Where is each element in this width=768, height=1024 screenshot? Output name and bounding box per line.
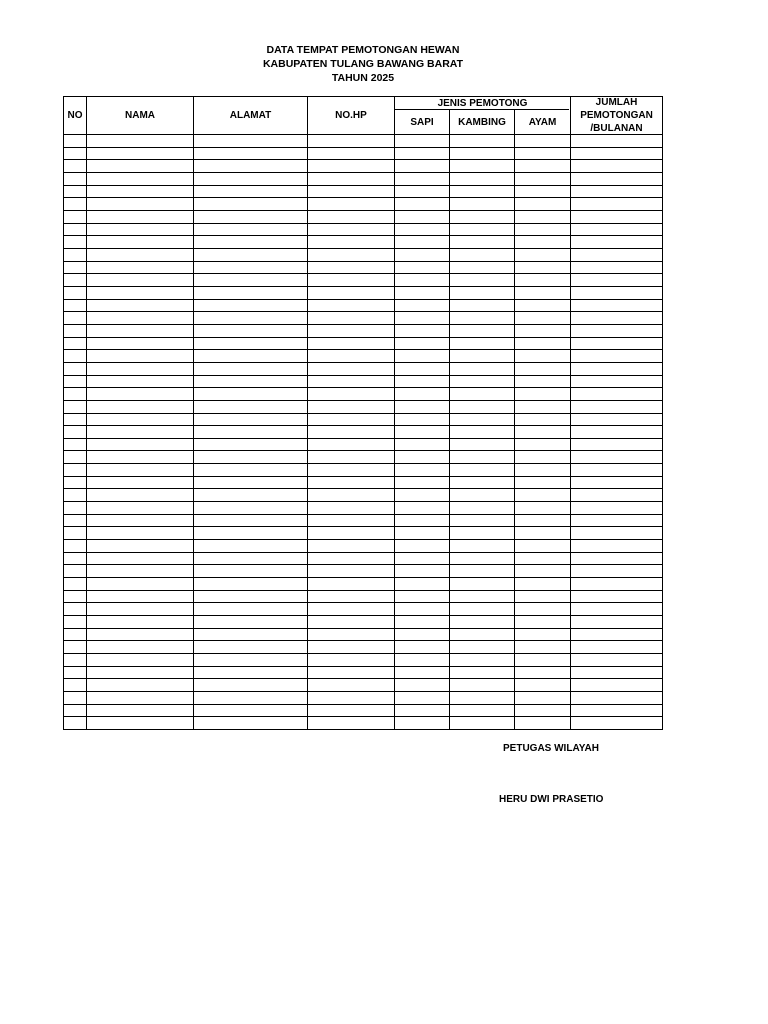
table-row-divider	[64, 716, 662, 717]
table-row-divider	[64, 400, 662, 401]
header-jenis-pemotong: JENIS PEMOTONG	[437, 97, 528, 109]
table-row-divider	[64, 653, 662, 654]
table-row-divider	[64, 299, 662, 300]
header-ayam: AYAM	[528, 116, 557, 128]
table-row-divider	[64, 590, 662, 591]
table-row-divider	[64, 425, 662, 426]
table-row-divider	[64, 450, 662, 451]
title-line-2: KABUPATEN TULANG BAWANG BARAT	[262, 58, 464, 70]
header-sapi: SAPI	[410, 116, 434, 128]
header-divider	[64, 134, 662, 135]
table-row-divider	[64, 438, 662, 439]
table-row-divider	[64, 615, 662, 616]
table-row-divider	[64, 273, 662, 274]
subheader-divider	[394, 109, 569, 110]
table-row-divider	[64, 691, 662, 692]
table-row-divider	[64, 387, 662, 388]
signature-name: HERU DWI PRASETIO	[499, 794, 604, 805]
table-row-divider	[64, 666, 662, 667]
table-row-divider	[64, 488, 662, 489]
header-nohp: NO.HP	[335, 110, 367, 121]
header-alamat: ALAMAT	[229, 110, 272, 121]
table-row-divider	[64, 463, 662, 464]
table-row-divider	[64, 628, 662, 629]
table-row-divider	[64, 185, 662, 186]
signature-role: PETUGAS WILAYAH	[503, 743, 599, 754]
table-row-divider	[64, 337, 662, 338]
table-row-divider	[64, 514, 662, 515]
document-title	[163, 43, 563, 85]
table-row-divider	[64, 286, 662, 287]
table-row-divider	[64, 362, 662, 363]
table-row-divider	[64, 552, 662, 553]
column-divider	[514, 109, 515, 729]
column-divider	[449, 109, 450, 729]
table-row-divider	[64, 501, 662, 502]
table-row-divider	[64, 197, 662, 198]
data-table	[63, 96, 663, 730]
title-line-3: TAHUN 2025	[331, 72, 395, 84]
table-row-divider	[64, 235, 662, 236]
table-row-divider	[64, 413, 662, 414]
header-no: NO	[67, 110, 83, 121]
table-row-divider	[64, 349, 662, 350]
table-row-divider	[64, 375, 662, 376]
table-row-divider	[64, 704, 662, 705]
table-row-divider	[64, 248, 662, 249]
table-row-divider	[64, 210, 662, 211]
table-row-divider	[64, 324, 662, 325]
table-row-divider	[64, 526, 662, 527]
table-row-divider	[64, 159, 662, 160]
header-kambing: KAMBING	[458, 116, 506, 128]
table-row-divider	[64, 564, 662, 565]
table-row-divider	[64, 223, 662, 224]
table-row-divider	[64, 577, 662, 578]
table-row-divider	[64, 311, 662, 312]
table-row-divider	[64, 602, 662, 603]
table-row-divider	[64, 261, 662, 262]
table-row-divider	[64, 476, 662, 477]
table-row-divider	[64, 147, 662, 148]
title-line-1: DATA TEMPAT PEMOTONGAN HEWAN	[266, 44, 460, 56]
table-row-divider	[64, 539, 662, 540]
table-row-divider	[64, 678, 662, 679]
table-row-divider	[64, 640, 662, 641]
table-row-divider	[64, 172, 662, 173]
header-nama: NAMA	[125, 110, 155, 121]
header-jumlah-pemotongan: JUMLAH PEMOTONGAN /BULANAN	[580, 97, 653, 134]
